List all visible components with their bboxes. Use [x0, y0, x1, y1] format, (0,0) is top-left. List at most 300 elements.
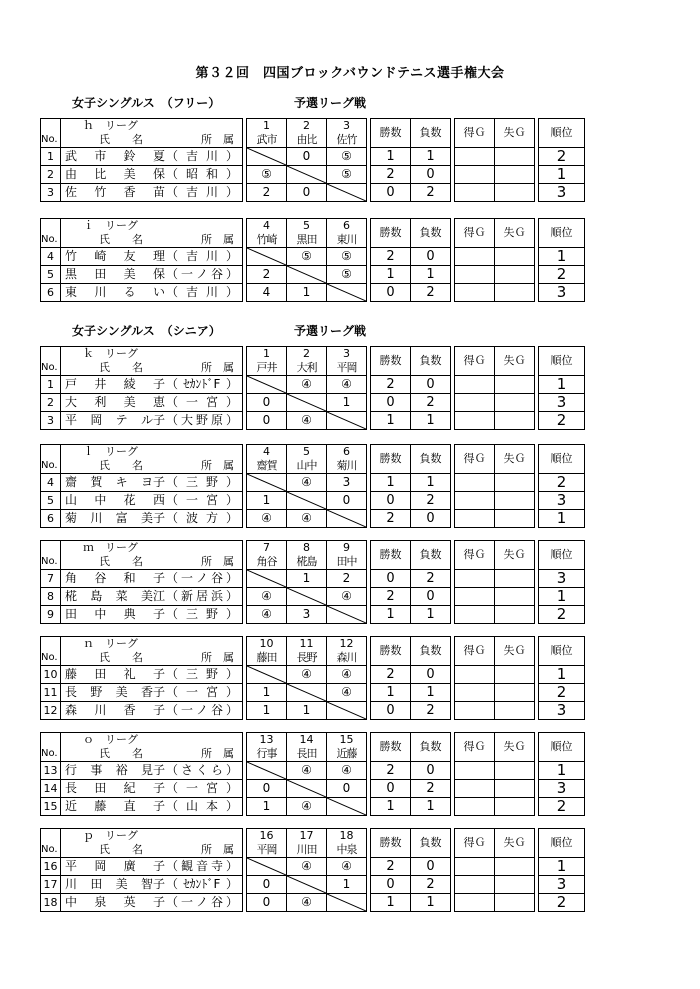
player-cell — [61, 492, 243, 510]
losses-header: 負数 — [411, 219, 451, 248]
score: 1 — [262, 685, 271, 699]
score: ④ — [341, 667, 352, 681]
diagonal-slash — [247, 666, 286, 683]
affiliation-header: 所 属 — [201, 747, 234, 760]
player-row — [41, 266, 585, 284]
diagonal-slash — [327, 412, 366, 429]
self-match-cell — [327, 184, 367, 202]
games-for-header: 得Ｇ — [455, 541, 495, 570]
games-for-value — [455, 266, 495, 284]
score: 0 — [262, 877, 271, 891]
losses-value: 0 — [411, 858, 451, 876]
player-affiliation: （ 波 方 ） — [166, 511, 238, 525]
wins-value: 1 — [371, 412, 411, 430]
no-header-top — [41, 219, 61, 234]
name-char: 中 — [65, 895, 78, 909]
affiliation-char: ｾｶﾝﾄﾞF — [183, 877, 221, 891]
affiliation-char: 宮 — [205, 685, 218, 699]
match-result — [327, 762, 367, 780]
name-char: 子 — [152, 667, 165, 681]
opponent-number: 15 — [327, 733, 367, 748]
player-row — [41, 412, 585, 430]
match-result — [327, 148, 367, 166]
player-affiliation: （ 一 宮 ） — [166, 395, 238, 409]
player-row — [41, 858, 585, 876]
wins-value: 0 — [371, 780, 411, 798]
games-for-value — [455, 148, 495, 166]
league-name — [61, 637, 243, 652]
name-char: 美 — [123, 267, 136, 281]
games-for-value — [455, 588, 495, 606]
wins-value: 2 — [371, 588, 411, 606]
match-result — [247, 606, 287, 624]
games-for-header: 得Ｇ — [455, 445, 495, 474]
name-char: 戸 — [65, 377, 78, 391]
no-header: No. — [41, 747, 61, 762]
losses-value: 1 — [411, 148, 451, 166]
name-char: 苗 — [152, 185, 165, 199]
league-table — [40, 118, 585, 202]
self-match-cell — [247, 248, 287, 266]
section-stage-senior: 予選リーグ戦 — [294, 324, 367, 338]
losses-value: 1 — [411, 412, 451, 430]
player-name — [65, 377, 165, 392]
player-number: 12 — [41, 702, 61, 720]
wins-value: 2 — [371, 166, 411, 184]
affiliation-char: 居 — [195, 589, 208, 603]
score: 1 — [342, 877, 351, 891]
affiliation-char: 観 — [180, 859, 193, 873]
name-char: 竹 — [65, 249, 78, 263]
name-affil-header — [61, 651, 243, 666]
name-char: 美子 — [140, 511, 165, 525]
name-affil-header — [61, 747, 243, 762]
rank-header: 順位 — [539, 541, 585, 570]
self-match-cell — [247, 762, 287, 780]
name-char: 椛 — [65, 589, 78, 603]
self-match-cell — [287, 166, 327, 184]
games-against-header: 失Ｇ — [495, 829, 535, 858]
player-affiliation: （ 一 宮 ） — [166, 781, 238, 795]
player-affiliation: （ ｾｶﾝﾄﾞF ） — [166, 877, 238, 891]
rank-value: 3 — [539, 492, 585, 510]
opponent-number: 9 — [327, 541, 367, 556]
league-table — [40, 636, 585, 720]
name-char: 竹 — [94, 185, 107, 199]
player-cell — [61, 588, 243, 606]
player-affiliation: （ 吉 川 ） — [166, 285, 238, 299]
match-result — [287, 248, 327, 266]
player-row — [41, 894, 585, 912]
score: 0 — [262, 395, 271, 409]
affiliation-char: 一 — [185, 395, 198, 409]
wins-value: 2 — [371, 858, 411, 876]
player-cell — [61, 284, 243, 302]
affiliation-char: く — [195, 763, 208, 777]
player-cell — [61, 412, 243, 430]
league-table — [40, 346, 585, 430]
affiliation-char: さ — [180, 763, 193, 777]
name-header: 氏 名 — [99, 747, 143, 760]
self-match-cell — [247, 148, 287, 166]
name-char: 井 — [94, 377, 107, 391]
name-char: 香子 — [140, 685, 165, 699]
rank-header: 順位 — [539, 733, 585, 762]
games-for-header: 得Ｇ — [455, 347, 495, 376]
player-affiliation: （ 一 ノ 谷 ） — [166, 571, 238, 585]
rank-value: 1 — [539, 510, 585, 528]
opponent-short-name: 行事 — [247, 747, 287, 762]
player-number: 13 — [41, 762, 61, 780]
diagonal-slash — [327, 284, 366, 301]
self-match-cell — [287, 684, 327, 702]
opponent-short-name: 由比 — [287, 133, 327, 148]
rank-value: 2 — [539, 798, 585, 816]
self-match-cell — [247, 666, 287, 684]
name-char: る — [123, 285, 136, 299]
name-char: 市 — [94, 149, 107, 163]
affiliation-char: 原 — [210, 413, 223, 427]
wins-value: 2 — [371, 376, 411, 394]
opponent-short-name: 竹崎 — [247, 233, 287, 248]
affiliation-char: 野 — [205, 607, 218, 621]
name-affil-header — [61, 361, 243, 376]
player-number: 5 — [41, 266, 61, 284]
header-row — [41, 347, 585, 362]
player-number: 3 — [41, 184, 61, 202]
affiliation-char: ノ — [195, 571, 208, 585]
player-number: 14 — [41, 780, 61, 798]
losses-value: 1 — [411, 894, 451, 912]
games-for-value — [455, 798, 495, 816]
affiliation-header: 所 属 — [201, 133, 234, 146]
league-name — [61, 119, 243, 134]
name-char: 賀 — [90, 475, 103, 489]
header-row — [41, 541, 585, 556]
diagonal-slash — [287, 166, 326, 183]
diagonal-slash — [247, 570, 286, 587]
section-stage-free: 予選リーグ戦 — [294, 96, 367, 110]
league-table — [40, 828, 585, 912]
score: 0 — [262, 413, 271, 427]
opponent-number: 1 — [247, 119, 287, 134]
name-char: 綾 — [123, 377, 136, 391]
losses-header: 負数 — [411, 541, 451, 570]
losses-value: 2 — [411, 284, 451, 302]
header-row — [41, 219, 585, 234]
diagonal-slash — [247, 474, 286, 491]
match-result — [247, 266, 287, 284]
losses-value: 0 — [411, 762, 451, 780]
player-affiliation: （ 一 宮 ） — [166, 493, 238, 507]
affiliation-char: 谷 — [210, 895, 223, 909]
score: ④ — [341, 685, 352, 699]
wins-value: 1 — [371, 606, 411, 624]
diagonal-slash — [287, 684, 326, 701]
league-label: ｉ リーグ — [83, 219, 138, 232]
name-char: 中 — [94, 493, 107, 507]
name-char: 川 — [90, 511, 103, 525]
name-char: 比 — [94, 167, 107, 181]
player-name — [65, 149, 165, 164]
player-affiliation: （ 一 ノ 谷 ） — [166, 895, 238, 909]
no-header: No. — [41, 843, 61, 858]
score: ⑤ — [341, 267, 352, 281]
affiliation-char: 三 — [185, 607, 198, 621]
score: ④ — [301, 895, 312, 909]
player-number: 3 — [41, 412, 61, 430]
wins-header: 勝数 — [371, 347, 411, 376]
player-row — [41, 798, 585, 816]
opponent-number: 14 — [287, 733, 327, 748]
opponent-short-name: 黒田 — [287, 233, 327, 248]
name-char: 和 — [123, 571, 136, 585]
opponent-short-name: 大利 — [287, 361, 327, 376]
diagonal-slash — [327, 702, 366, 719]
name-char: ヨ子 — [140, 475, 165, 489]
losses-header: 負数 — [411, 733, 451, 762]
score: 1 — [302, 703, 311, 717]
opponent-number: 5 — [287, 219, 327, 234]
affiliation-char: 寺 — [210, 859, 223, 873]
games-against-value — [495, 184, 535, 202]
games-against-value — [495, 166, 535, 184]
name-header: 氏 名 — [99, 459, 143, 472]
affiliation-header: 所 属 — [201, 233, 234, 246]
games-against-value — [495, 412, 535, 430]
opponent-number: 13 — [247, 733, 287, 748]
match-result — [327, 248, 367, 266]
score: ④ — [301, 511, 312, 525]
games-against-value — [495, 492, 535, 510]
losses-value: 1 — [411, 684, 451, 702]
name-char: 西 — [152, 493, 165, 507]
affiliation-char: 大 — [180, 413, 193, 427]
player-name — [65, 571, 165, 586]
affiliation-char: 宮 — [205, 493, 218, 507]
diagonal-slash — [247, 762, 286, 779]
rank-value: 1 — [539, 762, 585, 780]
player-name — [65, 667, 165, 682]
affiliation-char: 吉 — [185, 249, 198, 263]
games-for-header: 得Ｇ — [455, 829, 495, 858]
rank-value: 2 — [539, 148, 585, 166]
wins-value: 1 — [371, 266, 411, 284]
rank-value: 3 — [539, 876, 585, 894]
match-result — [247, 412, 287, 430]
games-against-value — [495, 858, 535, 876]
name-char: 田 — [94, 781, 107, 795]
wins-value: 0 — [371, 570, 411, 588]
self-match-cell — [287, 876, 327, 894]
opponent-number: 16 — [247, 829, 287, 844]
score: ④ — [261, 589, 272, 603]
match-result — [287, 284, 327, 302]
name-char: 保 — [152, 167, 165, 181]
games-for-value — [455, 702, 495, 720]
score: ④ — [341, 763, 352, 777]
player-number: 5 — [41, 492, 61, 510]
player-row — [41, 762, 585, 780]
name-char: い — [152, 285, 165, 299]
match-result — [327, 876, 367, 894]
name-char: 行 — [65, 763, 78, 777]
opponent-number: 3 — [327, 347, 367, 362]
league-label: ｏ リーグ — [83, 733, 138, 746]
player-row — [41, 588, 585, 606]
player-affiliation: （ 観 音 寺 ） — [166, 859, 238, 873]
player-cell — [61, 876, 243, 894]
wins-value: 1 — [371, 474, 411, 492]
losses-header: 負数 — [411, 445, 451, 474]
league-table — [40, 444, 585, 528]
name-char: 鈴 — [123, 149, 136, 163]
rank-value: 2 — [539, 266, 585, 284]
score: 0 — [342, 493, 351, 507]
games-for-value — [455, 394, 495, 412]
match-result — [247, 284, 287, 302]
self-match-cell — [327, 798, 367, 816]
games-for-header: 得Ｇ — [455, 219, 495, 248]
games-against-value — [495, 798, 535, 816]
no-header: No. — [41, 361, 61, 376]
rank-value: 2 — [539, 606, 585, 624]
self-match-cell — [287, 588, 327, 606]
affiliation-char: ノ — [195, 895, 208, 909]
wins-value: 0 — [371, 284, 411, 302]
player-row — [41, 702, 585, 720]
games-against-value — [495, 394, 535, 412]
league-label: ｍ リーグ — [83, 541, 138, 554]
games-against-value — [495, 684, 535, 702]
player-row — [41, 166, 585, 184]
match-result — [247, 876, 287, 894]
affiliation-char: 宮 — [205, 781, 218, 795]
opponent-short-name: 佐竹 — [327, 133, 367, 148]
losses-header: 負数 — [411, 829, 451, 858]
name-affil-header — [61, 233, 243, 248]
losses-value: 0 — [411, 248, 451, 266]
games-for-header: 得Ｇ — [455, 637, 495, 666]
player-name — [65, 607, 165, 622]
match-result — [327, 570, 367, 588]
player-row — [41, 376, 585, 394]
diagonal-slash — [287, 492, 326, 509]
player-number: 2 — [41, 166, 61, 184]
name-char: 香 — [123, 703, 136, 717]
affiliation-char: ノ — [195, 267, 208, 281]
rank-value: 3 — [539, 780, 585, 798]
opponent-short-name: 椛島 — [287, 555, 327, 570]
name-char: 利 — [94, 395, 107, 409]
score: 1 — [262, 799, 271, 813]
games-for-value — [455, 666, 495, 684]
opponent-number: 5 — [287, 445, 327, 460]
rank-header: 順位 — [539, 347, 585, 376]
name-char: 菜 — [115, 589, 128, 603]
wins-value: 2 — [371, 666, 411, 684]
opponent-number: 12 — [327, 637, 367, 652]
player-number: 4 — [41, 474, 61, 492]
player-row — [41, 248, 585, 266]
player-number: 1 — [41, 148, 61, 166]
name-char: 子 — [152, 377, 165, 391]
diagonal-slash — [287, 394, 326, 411]
losses-value: 1 — [411, 474, 451, 492]
rank-value: 1 — [539, 376, 585, 394]
name-header: 氏 名 — [99, 843, 143, 856]
losses-value: 2 — [411, 876, 451, 894]
rank-value: 2 — [539, 894, 585, 912]
affiliation-char: 吉 — [185, 149, 198, 163]
opponent-number: 7 — [247, 541, 287, 556]
games-against-header: 失Ｇ — [495, 733, 535, 762]
player-name — [65, 249, 165, 264]
match-result — [327, 266, 367, 284]
name-char: 典 — [123, 607, 136, 621]
player-cell — [61, 394, 243, 412]
games-against-value — [495, 248, 535, 266]
self-match-cell — [327, 412, 367, 430]
score: ④ — [301, 859, 312, 873]
match-result — [287, 798, 327, 816]
affiliation-char: 野 — [205, 667, 218, 681]
score: 0 — [302, 185, 311, 199]
games-for-value — [455, 184, 495, 202]
wins-value: 0 — [371, 184, 411, 202]
name-char: 子 — [152, 607, 165, 621]
rank-value: 3 — [539, 394, 585, 412]
no-header: No. — [41, 233, 61, 248]
rank-value: 3 — [539, 284, 585, 302]
affiliation-char: 新 — [180, 589, 193, 603]
match-result — [327, 684, 367, 702]
league-label: ｋ リーグ — [83, 347, 138, 360]
player-row — [41, 394, 585, 412]
no-header-top — [41, 637, 61, 652]
match-result — [327, 666, 367, 684]
score: 1 — [302, 571, 311, 585]
losses-value: 0 — [411, 166, 451, 184]
wins-header: 勝数 — [371, 541, 411, 570]
rank-header: 順位 — [539, 119, 585, 148]
score: ⑤ — [341, 249, 352, 263]
games-against-header: 失Ｇ — [495, 219, 535, 248]
match-result — [287, 894, 327, 912]
match-result — [287, 858, 327, 876]
name-char: 東 — [65, 285, 78, 299]
games-against-value — [495, 376, 535, 394]
self-match-cell — [247, 570, 287, 588]
opponent-short-name: 東川 — [327, 233, 367, 248]
self-match-cell — [247, 376, 287, 394]
name-char: 武 — [65, 149, 78, 163]
player-row — [41, 492, 585, 510]
rank-header: 順位 — [539, 445, 585, 474]
name-char: 平 — [65, 413, 78, 427]
name-char: 富 — [115, 511, 128, 525]
player-name — [65, 475, 165, 490]
wins-value: 2 — [371, 248, 411, 266]
opponent-number: 3 — [327, 119, 367, 134]
games-against-header: 失Ｇ — [495, 445, 535, 474]
rank-value: 1 — [539, 588, 585, 606]
name-char: 平 — [65, 859, 78, 873]
games-against-value — [495, 266, 535, 284]
player-name — [65, 685, 165, 700]
opponent-short-name: 藤田 — [247, 651, 287, 666]
games-for-value — [455, 510, 495, 528]
